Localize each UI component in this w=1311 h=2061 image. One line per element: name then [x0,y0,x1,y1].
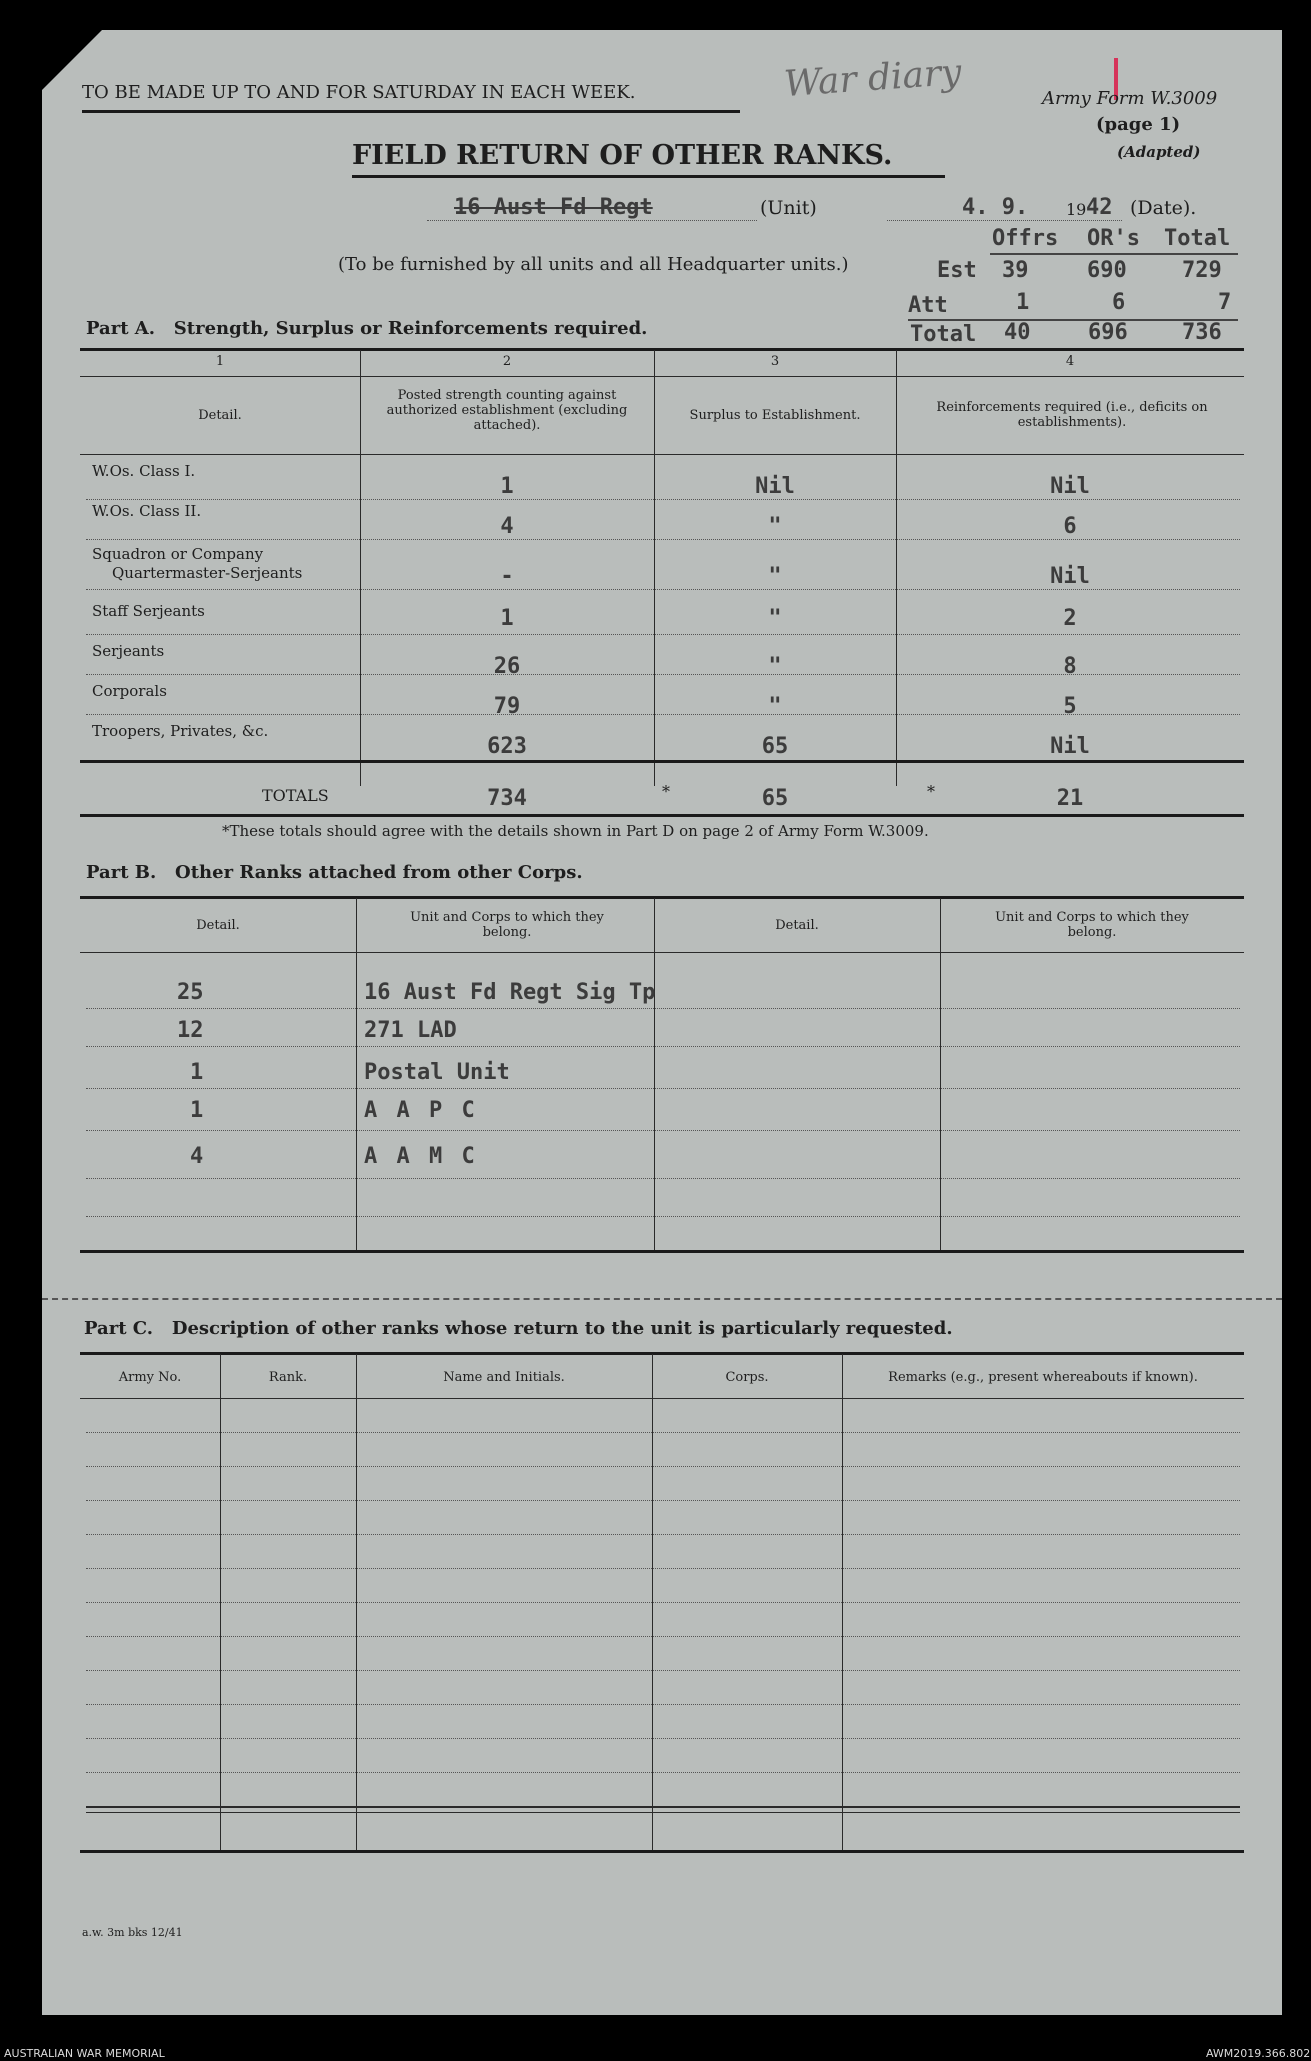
part-a-header-surplus: Surplus to Establishment. [689,408,861,423]
summary-att-total: 7 [1218,290,1232,315]
totals-reinf: 21 [1056,786,1084,811]
part-a-colnum-rule [80,376,1244,377]
totals-top-rule [80,760,1244,763]
row-posted: - [500,564,514,589]
row-surplus: " [768,606,782,631]
totals-posted: 734 [487,786,527,811]
part-a-colnum-2: 2 [502,354,512,369]
part-b-header-unit-2: Unit and Corps to which they belong. [995,910,1189,940]
summary-total-offrs: 40 [1004,320,1031,345]
row-rule [86,1806,1240,1808]
row-detail: W.Os. Class II. [92,502,202,520]
part-c-top-rule [80,1352,1244,1355]
unit-label: (Unit) [760,197,817,219]
row-detail: Squadron or Company [92,545,264,563]
row-reinf: 6 [1063,514,1077,539]
row-detail: Serjeants [92,642,165,660]
row-detail: 4 [190,1144,204,1169]
row-reinf: Nil [1050,474,1090,499]
totals-surplus: 65 [761,786,789,811]
row-rule [86,1738,1240,1739]
summary-header-ors: OR's [1087,226,1140,251]
page-title: FIELD RETURN OF OTHER RANKS. [352,140,893,171]
row-rule [86,499,1240,500]
summary-est-label: Est [937,258,977,283]
row-rule [86,1500,1240,1501]
row-rule [86,1466,1240,1467]
row-rule [86,1670,1240,1671]
summary-total-label: Total [910,322,977,347]
part-b-header-unit: Unit and Corps to which they belong. [410,910,604,940]
row-detail: 1 [190,1098,204,1123]
part-c-header-rank: Rank. [268,1370,308,1385]
part-a-colnum-3: 3 [770,354,780,369]
row-reinf: Nil [1050,564,1090,589]
row-unit: Postal Unit [364,1060,510,1085]
row-reinf: 2 [1063,606,1077,631]
surplus-asterisk: * [662,782,670,801]
print-imprint: a.w. 3m bks 12/41 [82,1926,183,1939]
part-a-header-rule [80,454,1244,455]
handwritten-note: War diary [782,51,963,106]
date-label: (Date). [1130,197,1197,219]
row-reinf: 8 [1063,654,1077,679]
row-surplus: 65 [761,734,789,759]
row-rule [86,589,1240,590]
part-b-bottom-rule [80,1250,1244,1253]
summary-est-offrs: 39 [1002,258,1029,283]
unit-dotted-line [427,220,757,221]
form-adapted: (Adapted) [1117,143,1201,161]
row-detail: Corporals [92,682,167,700]
row-posted: 79 [493,694,521,719]
part-a-header-detail: Detail. [198,408,242,423]
row-detail: 25 [177,980,204,1005]
row-rule [86,1432,1240,1433]
row-detail-continued: Quartermaster-Serjeants [112,564,303,582]
row-detail: 12 [177,1018,204,1043]
row-surplus: Nil [755,474,795,499]
row-surplus: " [768,694,782,719]
row-rule [86,1704,1240,1705]
part-a-colnum-1: 1 [215,354,225,369]
row-rule [86,634,1240,635]
row-rule [86,1130,1240,1131]
row-unit: A A P C [364,1098,478,1123]
row-surplus: " [768,514,782,539]
row-rule [86,674,1240,675]
part-b-col-divider-3 [940,898,941,1250]
instruction-text: TO BE MADE UP TO AND FOR SATURDAY IN EACH WEEK. [82,82,636,103]
part-b-header-detail-2: Detail. [775,918,819,933]
form-page: (page 1) [1096,114,1181,135]
row-posted: 1 [500,606,514,631]
date-century: 19 [1066,200,1087,219]
unit-value: 16 Aust Fd Regt [454,195,653,220]
summary-att-offrs: 1 [1016,290,1030,315]
part-c-header-corps: Corps. [725,1370,769,1385]
summary-total-total: 736 [1182,320,1222,345]
part-a-footnote: *These totals should agree with the details shown in Part D on page 2 of Army Form W.3009. [222,822,929,840]
row-rule [86,1568,1240,1569]
row-rule [86,1772,1240,1773]
row-rule [86,539,1240,540]
part-b-heading: Part B. Other Ranks attached from other Corps. [86,862,583,883]
part-a-header-posted: Posted strength counting against authorized establishment (excluding attached). [386,388,628,433]
row-posted: 26 [493,654,521,679]
row-reinf: 5 [1063,694,1077,719]
row-posted: 623 [487,734,527,759]
row-posted: 1 [500,474,514,499]
row-rule [86,1046,1240,1047]
row-detail: Staff Serjeants [92,602,205,620]
summary-header-total: Total [1164,226,1231,251]
part-b-header-detail: Detail. [196,918,240,933]
part-b-top-rule [80,896,1244,899]
row-rule [86,1602,1240,1603]
totals-bottom-rule [80,814,1244,817]
totals-label: TOTALS [262,786,329,805]
date-dotted-line [887,220,1122,221]
folded-corner [42,30,102,90]
part-c-heading: Part C. Description of other ranks whose return to the unit is particularly requested. [84,1318,953,1339]
row-unit: 271 LAD [364,1018,457,1043]
instruction-underline [82,110,740,113]
row-surplus: " [768,654,782,679]
row-detail: W.Os. Class I. [92,462,196,480]
row-detail: Troopers, Privates, &c. [92,722,269,740]
summary-total-ors: 696 [1088,320,1128,345]
part-b-col-divider-2 [654,898,655,1250]
part-c-header-name: Name and Initials. [443,1370,565,1385]
summary-att-ors: 6 [1112,290,1126,315]
row-detail: 1 [190,1060,204,1085]
summary-att-label: Att [908,293,948,318]
part-a-colnum-4: 4 [1065,354,1075,369]
furnished-note: (To be furnished by all units and all Headquarter units.) [338,254,849,275]
part-c-bottom-rule [80,1850,1244,1853]
part-b-col-divider-1 [356,898,357,1250]
row-rule [86,1008,1240,1009]
row-rule [86,1088,1240,1089]
part-a-header-reinf: Reinforcements required (i.e., deficits on establishments). [936,400,1208,430]
row-rule [86,1534,1240,1535]
form-number: Army Form W.3009 [1042,88,1218,109]
part-c-header-army-no: Army No. [118,1370,182,1385]
footer-right: AWM2019.366.802 [1206,2047,1311,2060]
reinf-asterisk: * [927,782,935,801]
row-rule [86,1636,1240,1637]
row-rule [86,1178,1240,1179]
part-a-heading: Part A. Strength, Surplus or Reinforcements required. [86,318,648,339]
row-unit: A A M C [364,1144,478,1169]
perforation-line [42,1298,1282,1300]
summary-header-rule [990,253,1238,255]
date-value: 4. 9. [962,195,1029,220]
row-surplus: " [768,564,782,589]
summary-est-ors: 690 [1087,258,1127,283]
title-underline [352,175,945,178]
part-b-header-rule [80,952,1244,953]
form-sheet [42,30,1282,2015]
row-posted: 4 [500,514,514,539]
part-c-header-rule [80,1398,1244,1399]
part-c-header-remarks: Remarks (e.g., present whereabouts if known). [888,1370,1198,1385]
row-rule [86,714,1240,715]
row-rule [86,1812,1240,1813]
row-reinf: Nil [1050,734,1090,759]
row-rule [86,1216,1240,1217]
summary-est-total: 729 [1182,258,1222,283]
date-year: 42 [1086,195,1113,220]
footer-left: AUSTRALIAN WAR MEMORIAL [4,2047,165,2060]
summary-header-offrs: Offrs [992,226,1059,251]
part-a-top-rule [80,348,1244,351]
row-unit: 16 Aust Fd Regt Sig Tp [364,980,656,1005]
